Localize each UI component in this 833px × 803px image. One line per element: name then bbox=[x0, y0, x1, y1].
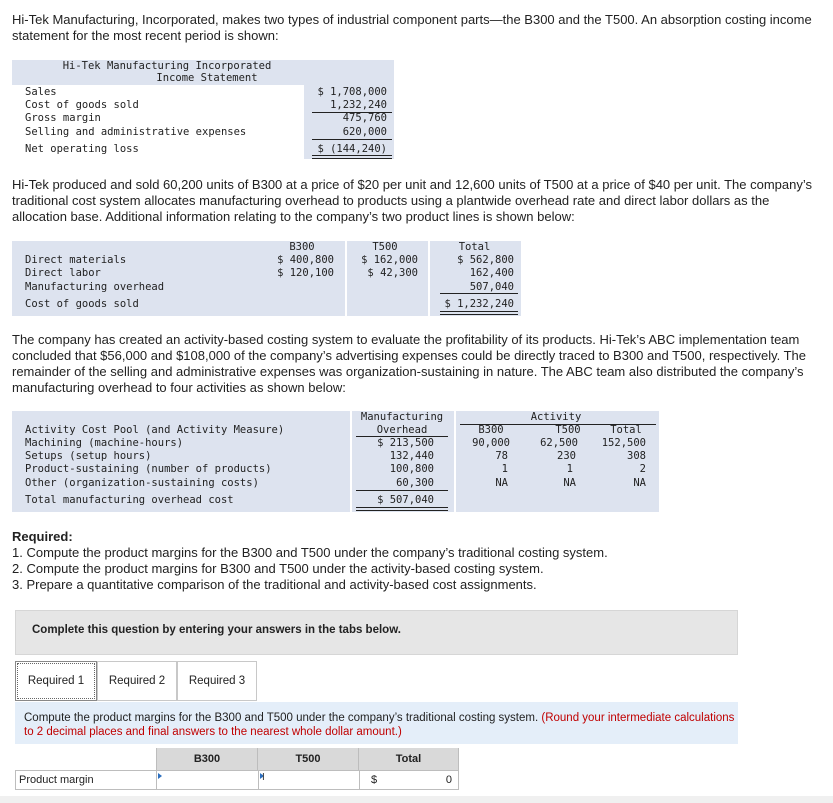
answer-row-label-cell bbox=[15, 770, 157, 790]
is-label-net-loss: Net operating loss bbox=[25, 143, 139, 155]
cost-cogs-total: $ 1,232,240 bbox=[444, 298, 514, 310]
cost-dl-total: 162,400 bbox=[469, 267, 514, 279]
activity-setups-total: 308 bbox=[627, 450, 646, 462]
activity-total-overhead: $ 507,040 bbox=[377, 494, 434, 506]
product-margin-t500-input[interactable] bbox=[258, 770, 360, 790]
page-bottom-strip bbox=[0, 796, 833, 803]
abc-text: The company has created an activity-based costing system to evaluate the profitability of its products. Hi-Tek’s ABC implementation team concluded that $56,000 and $108,000 of the company’s advertising expenses could be directly traced to B300 and T500, respectively. The remainder of the selling and administrative expenses was organization-sustaining in nature. The ABC team also distributed the company’s manufacturing overhead to four activities as shown below: bbox=[12, 332, 807, 395]
cost-dm-t500: $ 162,000 bbox=[361, 254, 418, 266]
is-value-gross-margin: 475,760 bbox=[342, 112, 387, 124]
is-double-rule bbox=[312, 155, 392, 159]
income-statement-title: Hi-Tek Manufacturing Incorporated bbox=[62, 60, 272, 72]
cost-table-col-gap bbox=[428, 241, 430, 316]
cost-label-moh: Manufacturing overhead bbox=[25, 281, 165, 293]
activity-label-total: Total manufacturing overhead cost bbox=[25, 494, 234, 506]
answer-header-t500: T500 bbox=[258, 748, 359, 770]
activity-header-overhead-1: Manufacturing bbox=[360, 411, 444, 423]
intro-text: Hi-Tek Manufacturing, Incorporated, makes two types of industrial component parts—the B300 and the T500. An absorption costing income statement for the most recent period is shown: bbox=[12, 12, 812, 43]
cost-header-b300: B300 bbox=[289, 241, 315, 253]
activity-header-t500: T500 bbox=[555, 424, 581, 436]
activity-label-product-sustaining: Product-sustaining (number of products) bbox=[25, 463, 272, 475]
required-item-3: 3. Prepare a quantitative comparison of the traditional and activity-based cost assignments. bbox=[12, 577, 537, 592]
activity-product-sustaining-total: 2 bbox=[639, 463, 646, 475]
is-rule-2 bbox=[312, 139, 392, 140]
cost-moh-total: 507,040 bbox=[469, 281, 514, 293]
tab-required-1[interactable] bbox=[15, 661, 97, 701]
product-margin-total-value: 0 bbox=[445, 774, 452, 786]
is-value-net-loss: $ (144,240) bbox=[317, 143, 387, 155]
activity-machining-total: 152,500 bbox=[601, 437, 646, 449]
is-value-sales: $ 1,708,000 bbox=[317, 86, 387, 98]
tab-required-2-label: Required 2 bbox=[108, 675, 166, 687]
activity-header-b300: B300 bbox=[478, 424, 504, 436]
required-item-2: 2. Compute the product margins for B300 and T500 under the activity-based costing system. bbox=[12, 561, 544, 576]
instruction-box bbox=[15, 702, 738, 744]
activity-machining-overhead: $ 213,500 bbox=[377, 437, 434, 449]
activity-header-total: Total bbox=[610, 424, 642, 436]
cost-dm-b300: $ 400,800 bbox=[277, 254, 334, 266]
activity-other-total: NA bbox=[633, 477, 646, 489]
cost-dm-total: $ 562,800 bbox=[457, 254, 514, 266]
question-banner-text: Complete this question by entering your answers in the tabs below. bbox=[32, 624, 401, 636]
cost-label-cogs: Cost of goods sold bbox=[25, 298, 139, 310]
activity-label-machining: Machining (machine-hours) bbox=[25, 437, 184, 449]
activity-col-gap bbox=[454, 411, 456, 512]
product-margin-b300-input[interactable] bbox=[156, 770, 259, 790]
activity-setups-b300: 78 bbox=[495, 450, 508, 462]
activity-label-other: Other (organization-sustaining costs) bbox=[25, 477, 259, 489]
required-item-1: 1. Compute the product margins for the B300 and T500 under the company’s traditional costing system. bbox=[12, 545, 608, 560]
activity-setups-t500: 230 bbox=[557, 450, 576, 462]
answer-header-total: Total bbox=[359, 748, 459, 770]
cost-double-rule bbox=[440, 311, 518, 315]
activity-other-b300: NA bbox=[495, 477, 508, 489]
text-cursor-icon: I bbox=[262, 772, 265, 783]
income-statement-subtitle: Income Statement bbox=[156, 72, 258, 84]
cost-label-dl: Direct labor bbox=[25, 267, 101, 279]
tab-required-2[interactable] bbox=[97, 661, 177, 701]
cost-dl-t500: $ 42,300 bbox=[367, 267, 418, 279]
cost-dl-b300: $ 120,100 bbox=[277, 267, 334, 279]
is-label-sga: Selling and administrative expenses bbox=[25, 126, 247, 138]
input-marker-icon bbox=[158, 773, 162, 779]
cost-header-total: Total bbox=[458, 241, 491, 253]
is-label-sales: Sales bbox=[25, 86, 57, 98]
required-heading: Required: bbox=[12, 529, 73, 544]
product-margin-total-prefix: $ bbox=[371, 774, 378, 786]
cost-rule bbox=[440, 293, 518, 294]
activity-machining-b300: 90,000 bbox=[472, 437, 510, 449]
product-margin-total-cell bbox=[359, 770, 459, 790]
activity-product-sustaining-b300: 1 bbox=[501, 463, 508, 475]
answer-table bbox=[15, 748, 459, 790]
question-banner bbox=[15, 610, 738, 655]
answer-header-b300: B300 bbox=[157, 748, 258, 770]
activity-header-pool: Activity Cost Pool (and Activity Measure) bbox=[25, 424, 285, 436]
is-label-gross-margin: Gross margin bbox=[25, 112, 101, 124]
activity-other-t500: NA bbox=[563, 477, 576, 489]
is-label-cogs: Cost of goods sold bbox=[25, 99, 139, 111]
is-value-cogs: 1,232,240 bbox=[330, 99, 387, 111]
is-value-sga: 620,000 bbox=[342, 126, 387, 138]
answer-row-label: Product margin bbox=[19, 774, 94, 786]
activity-product-sustaining-overhead: 100,800 bbox=[389, 463, 434, 475]
production-text: Hi-Tek produced and sold 60,200 units of B300 at a price of $20 per unit and 12,600 units of T500 at a price of $40 per unit. The company’s traditional cost system allocates manufacturing overhead to products using a plantwide overhead rate and direct labor dollars as the allocation base. Additional information relating to the company’s two product lines is shown below: bbox=[12, 177, 813, 224]
tab-required-1-label: Required 1 bbox=[27, 675, 85, 687]
activity-label-setups: Setups (setup hours) bbox=[25, 450, 152, 462]
activity-rule bbox=[356, 490, 448, 491]
activity-setups-overhead: 132,440 bbox=[389, 450, 434, 462]
cost-label-dm: Direct materials bbox=[25, 254, 127, 266]
tab-required-3-label: Required 3 bbox=[188, 675, 246, 687]
activity-header-overhead-2: Overhead bbox=[376, 424, 428, 436]
instruction-text: Compute the product margins for the B300 and T500 under the company’s traditional costing system. bbox=[24, 712, 539, 724]
activity-double-rule bbox=[356, 507, 448, 511]
instruction-note: (Round your intermediate calculations to 2 decimal places and final answers to the nearest whole dollar amount.) bbox=[24, 712, 735, 738]
activity-other-overhead: 60,300 bbox=[396, 477, 434, 489]
cost-header-t500: T500 bbox=[372, 241, 398, 253]
tab-required-3[interactable] bbox=[177, 661, 257, 701]
activity-machining-t500: 62,500 bbox=[540, 437, 578, 449]
activity-product-sustaining-t500: 1 bbox=[566, 463, 573, 475]
answer-header-blank bbox=[15, 748, 157, 770]
activity-header-activity: Activity bbox=[530, 411, 582, 423]
